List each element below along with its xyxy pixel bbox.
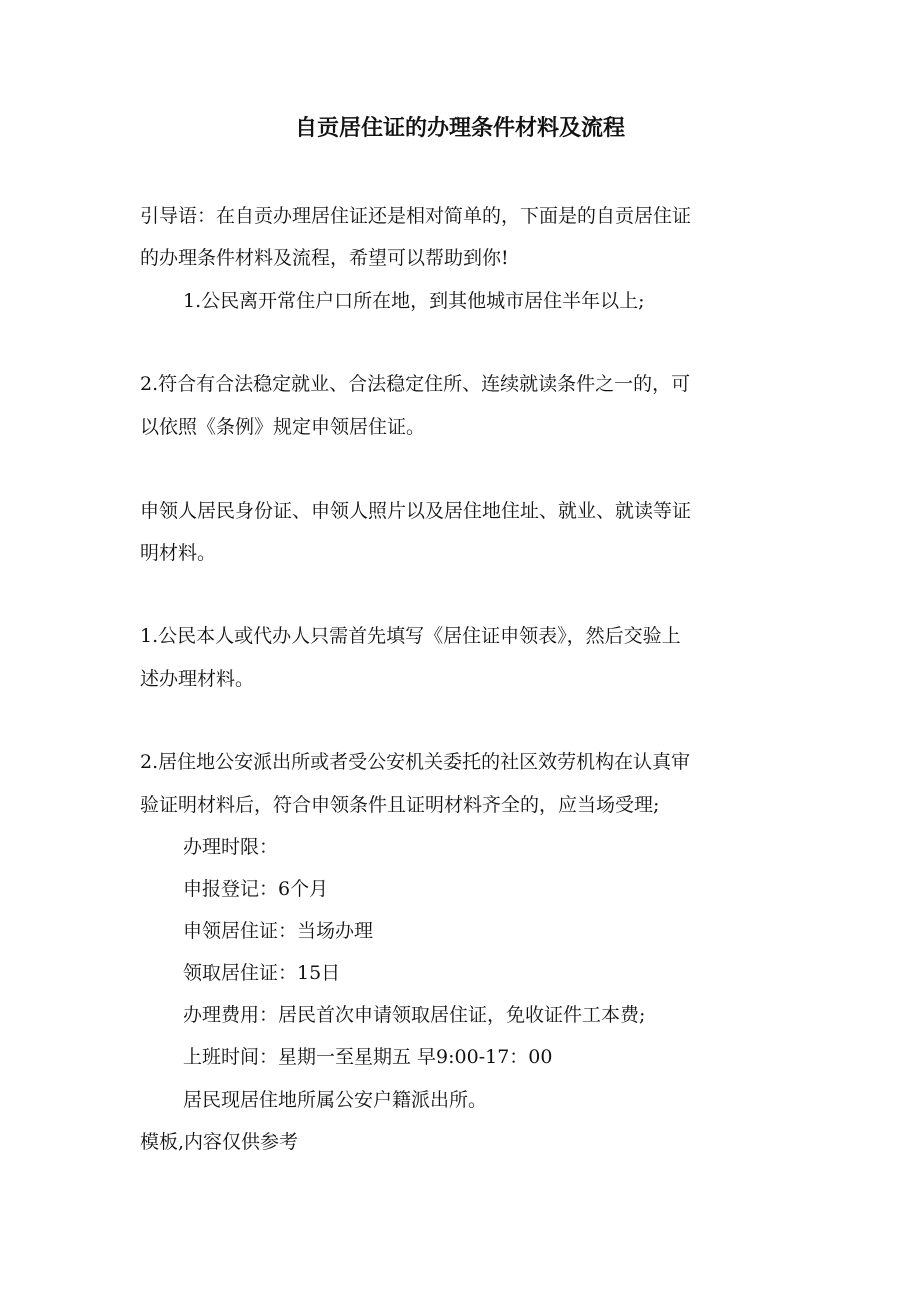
time-limit-application: 申领居住证：当场办理 [183, 920, 374, 942]
process-1-line-2: 述办理材料。 [140, 668, 255, 690]
process-2-line-2: 验证明材料后，符合申领条件且证明材料齐全的，应当场受理; [140, 794, 660, 816]
time-limit-collection: 领取居住证：15日 [183, 962, 341, 984]
time-limit-heading: 办理时限： [183, 836, 279, 858]
fee-line: 办理费用：居民首次申请领取居住证，免收证件工本费; [183, 1004, 646, 1026]
intro-line-2: 的办理条件材料及流程，希望可以帮助到你! [140, 247, 509, 269]
template-note: 模板,内容仅供参考 [140, 1131, 299, 1153]
intro-line-1: 引导语：在自贡办理居住证还是相对简单的，下面是的自贡居住证 [140, 205, 692, 227]
condition-1: 1.公民离开常住户口所在地，到其他城市居住半年以上; [183, 290, 645, 312]
condition-2-line-2: 以依照《条例》规定申领居住证。 [140, 416, 426, 438]
document-title: 自贡居住证的办理条件材料及流程 [294, 115, 625, 141]
process-2-line-1: 2.居住地公安派出所或者受公安机关委托的社区效劳机构在认真审 [140, 751, 691, 773]
condition-2-line-1: 2.符合有合法稳定就业、合法稳定住所、连续就读条件之一的，可 [140, 373, 691, 395]
location-line: 居民现居住地所属公安户籍派出所。 [183, 1089, 488, 1111]
process-1-line-1: 1.公民本人或代办人只需首先填写《居住证申领表》，然后交验上 [140, 625, 681, 647]
materials-line-2: 明材料。 [140, 542, 217, 564]
office-hours-line: 上班时间：星期一至星期五 早9:00-17：00 [183, 1046, 553, 1068]
time-limit-registration: 申报登记：6个月 [183, 878, 329, 900]
materials-line-1: 申领人居民身份证、申领人照片以及居住地住址、就业、就读等证 [140, 500, 692, 522]
